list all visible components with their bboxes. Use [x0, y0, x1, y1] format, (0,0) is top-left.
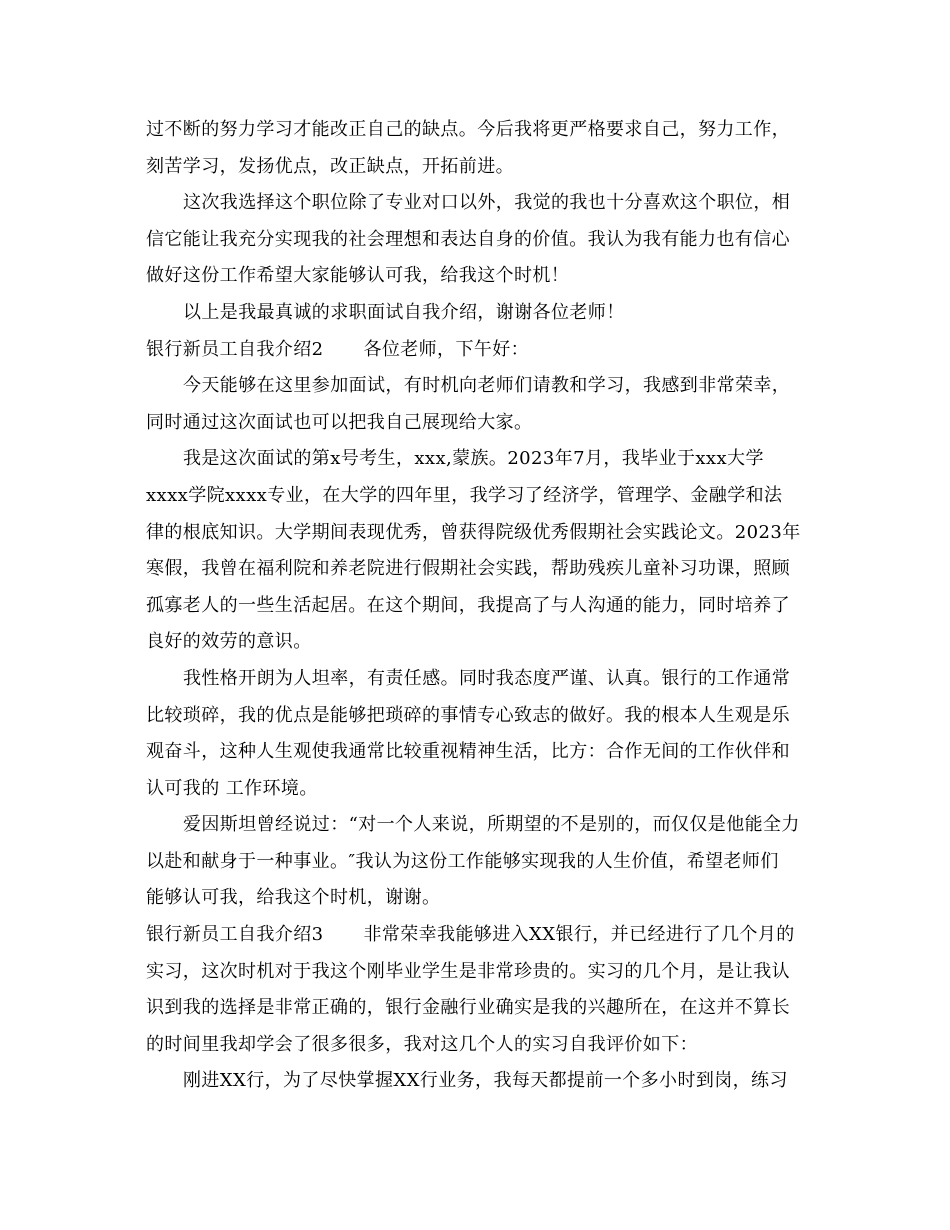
section-heading: 银行新员工自我介绍2 [146, 338, 324, 360]
paragraph-line: 的时间里我却学会了很多很多，我对这几个人的实习自我评价如下： [146, 1033, 698, 1055]
paragraph-line: 信它能让我充分实现我的社会理想和表达自身的价值。我认为我有能力也有信心 [146, 228, 790, 250]
paragraph-line: 我是这次面试的第x号考生，xxx,蒙族。2023年7月，我毕业于xxx大学 [183, 448, 764, 470]
paragraph-line: 过不断的努力学习才能改正自己的缺点。今后我将更严格要求自己，努力工作， [146, 119, 790, 140]
paragraph-line: 能够认可我，给我这个时机，谢谢。 [146, 887, 441, 909]
paragraph-line: 寒假，我曾在福利院和养老院进行假期社会实践，帮助残疾儿童补习功课，照顾 [146, 558, 790, 580]
paragraph-line: 以赴和献身于一种事业。″我认为这份工作能够实现我的人生价值，希望老师们 [146, 850, 779, 872]
paragraph-line: 认可我的 工作环境。 [146, 777, 318, 799]
paragraph-line: 同时通过这次面试也可以把我自己展现给大家。 [146, 411, 533, 433]
paragraph-line: 识到我的选择是非常正确的，银行金融行业确实是我的兴趣所在，在这并不算长 [146, 997, 790, 1019]
paragraph-line: 良好的效劳的意识。 [146, 631, 312, 653]
paragraph-line: 比较琐碎，我的优点是能够把琐碎的事情专心致志的做好。我的根本人生观是乐 [146, 704, 790, 726]
paragraph-line: 爱因斯坦曾经说过：“对一个人来说，所期望的不是别的，而仅仅是他能全力 [183, 814, 800, 836]
paragraph-line: 孤寡老人的一些生活起居。在这个期间，我提高了与人沟通的能力，同时培养了 [146, 594, 790, 616]
paragraph-line: 今天能够在这里参加面试，有时机向老师们请教和学习，我感到非常荣幸， [183, 375, 791, 397]
section-heading-line [146, 332, 810, 369]
paragraph-line: 以上是我最真诚的求职面试自我介绍，谢谢各位老师！ [183, 301, 625, 323]
paragraph-line: 律的根底知识。大学期间表现优秀，曾获得院级优秀假期社会实践论文。2023年 [146, 521, 801, 543]
greeting-text: 各位老师，下午好： [363, 338, 530, 360]
paragraph-line: 刚进XX行，为了尽快掌握XX行业务，我每天都提前一个多小时到岗，练习 [183, 1070, 788, 1092]
paragraph-line: 这次我选择这个职位除了专业对口以外，我觉的我也十分喜欢这个职位，相 [183, 192, 791, 214]
paragraph-line: 我性格开朗为人坦率，有责任感。同时我态度严谨、认真。银行的工作通常 [183, 667, 791, 689]
section-heading-line [146, 917, 810, 954]
paragraph-line: 观奋斗，这种人生观使我通常比较重视精神生活，比方：合作无间的工作伙伴和 [146, 741, 790, 763]
paragraph-text: 非常荣幸我能够进入XX银行，并已经进行了几个月的 [363, 924, 795, 946]
paragraph-line: 做好这份工作希望大家能够认可我，给我这个时机！ [146, 265, 570, 287]
document-body [146, 112, 810, 1100]
paragraph-line: 实习，这次时机对于我这个刚毕业学生是非常珍贵的。实习的几个月，是让我认 [146, 960, 790, 982]
section-heading: 银行新员工自我介绍3 [146, 924, 324, 946]
paragraph-line: xxxx学院xxxx专业，在大学的四年里，我学习了经济学，管理学、金融学和法 [146, 484, 783, 506]
paragraph-line: 刻苦学习，发扬优点，改正缺点，开拓前进。 [146, 155, 514, 177]
